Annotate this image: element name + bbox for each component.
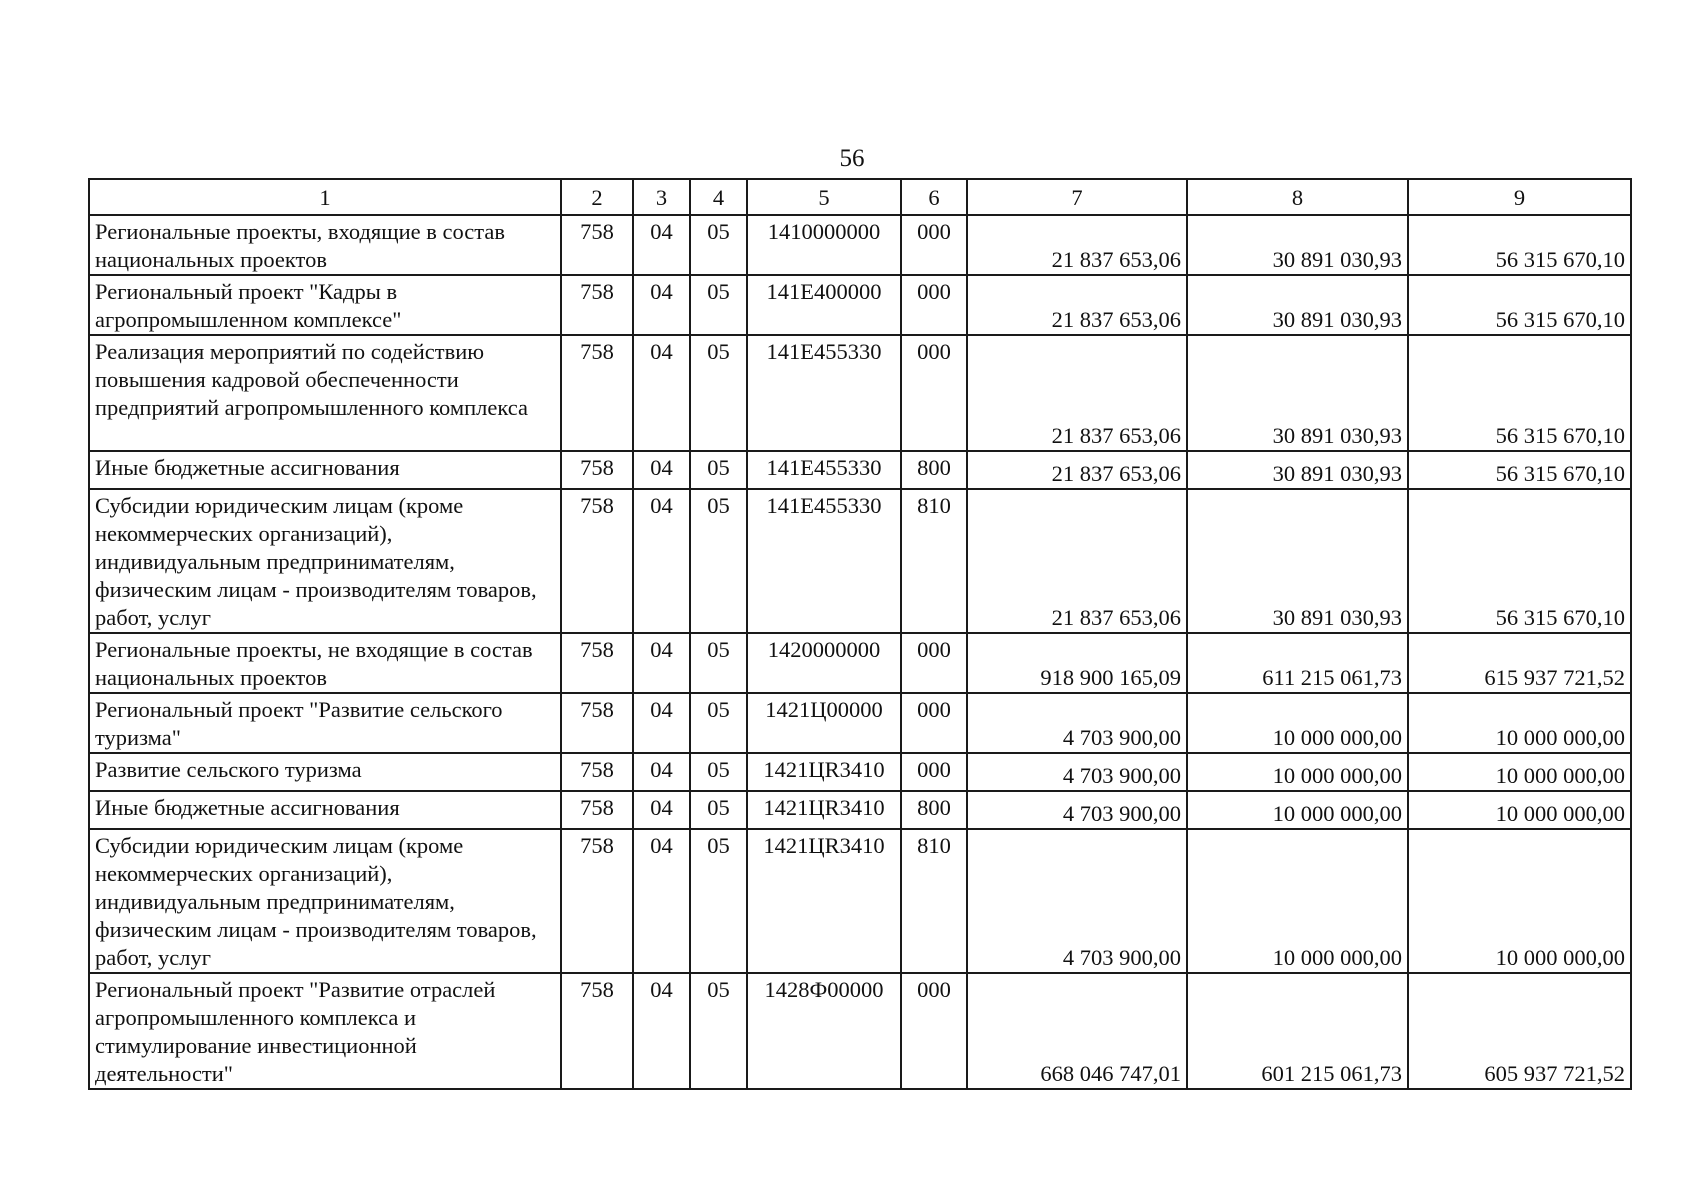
amount-cell: 615 937 721,52: [1408, 633, 1631, 693]
code-cell: 000: [901, 275, 967, 335]
row-name: Иные бюджетные ассигнования: [89, 451, 561, 489]
header-cell: 6: [901, 179, 967, 215]
code-cell: 05: [690, 753, 747, 791]
table-row: [89, 451, 1631, 489]
code-cell: 1421ЦR3410: [747, 829, 901, 973]
row-name: Реализация мероприятий по содействию повышения кадровой обеспеченности предприятий агропромышленного комплекса: [89, 335, 561, 451]
amount-cell: 30 891 030,93: [1187, 489, 1408, 633]
code-cell: 810: [901, 829, 967, 973]
code-cell: 141E455330: [747, 489, 901, 633]
code-cell: 141E455330: [747, 451, 901, 489]
code-cell: 000: [901, 973, 967, 1089]
code-cell: 05: [690, 275, 747, 335]
row-name: Региональный проект "Развитие сельского туризма": [89, 693, 561, 753]
amount-cell: 10 000 000,00: [1187, 753, 1408, 791]
amount-cell: 21 837 653,06: [967, 451, 1187, 489]
row-name: Субсидии юридическим лицам (кроме некоммерческих организаций), индивидуальным предпринимателям, физическим лицам - производителям товаров, работ, услуг: [89, 489, 561, 633]
code-cell: 04: [633, 753, 690, 791]
table-row: [89, 693, 1631, 753]
amount-cell: 56 315 670,10: [1408, 215, 1631, 275]
code-cell: 04: [633, 275, 690, 335]
code-cell: 05: [690, 451, 747, 489]
amount-cell: 4 703 900,00: [967, 753, 1187, 791]
amount-cell: 10 000 000,00: [1408, 753, 1631, 791]
code-cell: 04: [633, 633, 690, 693]
code-cell: 758: [561, 753, 633, 791]
header-cell: 5: [747, 179, 901, 215]
code-cell: 05: [690, 973, 747, 1089]
code-cell: 04: [633, 489, 690, 633]
amount-cell: 601 215 061,73: [1187, 973, 1408, 1089]
amount-cell: 30 891 030,93: [1187, 215, 1408, 275]
amount-cell: 10 000 000,00: [1187, 791, 1408, 829]
amount-cell: 4 703 900,00: [967, 791, 1187, 829]
code-cell: 000: [901, 693, 967, 753]
amount-cell: 56 315 670,10: [1408, 489, 1631, 633]
code-cell: 1421ЦR3410: [747, 753, 901, 791]
code-cell: 758: [561, 693, 633, 753]
code-cell: 04: [633, 335, 690, 451]
amount-cell: 668 046 747,01: [967, 973, 1187, 1089]
code-cell: 05: [690, 829, 747, 973]
row-name: Иные бюджетные ассигнования: [89, 791, 561, 829]
code-cell: 000: [901, 633, 967, 693]
code-cell: 810: [901, 489, 967, 633]
amount-cell: 10 000 000,00: [1408, 791, 1631, 829]
amount-cell: 4 703 900,00: [967, 693, 1187, 753]
code-cell: 04: [633, 451, 690, 489]
table-row: [89, 633, 1631, 693]
code-cell: 05: [690, 633, 747, 693]
header-row: [89, 179, 1631, 215]
code-cell: 758: [561, 275, 633, 335]
table-row: [89, 489, 1631, 633]
code-cell: 04: [633, 215, 690, 275]
code-cell: 05: [690, 791, 747, 829]
amount-cell: 10 000 000,00: [1187, 693, 1408, 753]
code-cell: 141E400000: [747, 275, 901, 335]
header-cell: 7: [967, 179, 1187, 215]
code-cell: 04: [633, 973, 690, 1089]
row-name: Региональный проект "Развитие отраслей агропромышленного комплекса и стимулирование инвестиционной деятельности": [89, 973, 561, 1089]
table-row: [89, 829, 1631, 973]
header-cell: 1: [89, 179, 561, 215]
header-cell: 9: [1408, 179, 1631, 215]
code-cell: 758: [561, 791, 633, 829]
row-name: Региональные проекты, входящие в состав национальных проектов: [89, 215, 561, 275]
amount-cell: 30 891 030,93: [1187, 451, 1408, 489]
row-name: Развитие сельского туризма: [89, 753, 561, 791]
row-name: Региональный проект "Кадры в агропромышленном комплексе": [89, 275, 561, 335]
code-cell: 05: [690, 335, 747, 451]
header-cell: 2: [561, 179, 633, 215]
code-cell: 1410000000: [747, 215, 901, 275]
amount-cell: 56 315 670,10: [1408, 275, 1631, 335]
code-cell: 000: [901, 215, 967, 275]
code-cell: 758: [561, 489, 633, 633]
amount-cell: 605 937 721,52: [1408, 973, 1631, 1089]
table-row: [89, 973, 1631, 1089]
table-row: [89, 275, 1631, 335]
amount-cell: 4 703 900,00: [967, 829, 1187, 973]
code-cell: 000: [901, 753, 967, 791]
code-cell: 05: [690, 693, 747, 753]
amount-cell: 611 215 061,73: [1187, 633, 1408, 693]
code-cell: 800: [901, 451, 967, 489]
code-cell: 1428Ф00000: [747, 973, 901, 1089]
amount-cell: 30 891 030,93: [1187, 275, 1408, 335]
table-row: [89, 215, 1631, 275]
code-cell: 141E455330: [747, 335, 901, 451]
code-cell: 758: [561, 973, 633, 1089]
code-cell: 04: [633, 693, 690, 753]
amount-cell: 21 837 653,06: [967, 215, 1187, 275]
table-row: [89, 335, 1631, 451]
amount-cell: 918 900 165,09: [967, 633, 1187, 693]
amount-cell: 30 891 030,93: [1187, 335, 1408, 451]
code-cell: 758: [561, 829, 633, 973]
row-name: Региональные проекты, не входящие в состав национальных проектов: [89, 633, 561, 693]
amount-cell: 21 837 653,06: [967, 489, 1187, 633]
table-row: [89, 791, 1631, 829]
table-row: [89, 753, 1631, 791]
amount-cell: 21 837 653,06: [967, 275, 1187, 335]
page-number: 56: [839, 145, 865, 172]
amount-cell: 10 000 000,00: [1408, 693, 1631, 753]
code-cell: 04: [633, 791, 690, 829]
code-cell: 05: [690, 215, 747, 275]
budget-table: [88, 178, 1632, 1090]
code-cell: 1421ЦR3410: [747, 791, 901, 829]
amount-cell: 56 315 670,10: [1408, 335, 1631, 451]
code-cell: 758: [561, 451, 633, 489]
row-name: Субсидии юридическим лицам (кроме некоммерческих организаций), индивидуальным предпринимателям, физическим лицам - производителям товаров, работ, услуг: [89, 829, 561, 973]
code-cell: 1420000000: [747, 633, 901, 693]
header-cell: 8: [1187, 179, 1408, 215]
code-cell: 758: [561, 335, 633, 451]
header-cell: 3: [633, 179, 690, 215]
code-cell: 758: [561, 215, 633, 275]
code-cell: 000: [901, 335, 967, 451]
amount-cell: 21 837 653,06: [967, 335, 1187, 451]
header-cell: 4: [690, 179, 747, 215]
amount-cell: 10 000 000,00: [1408, 829, 1631, 973]
code-cell: 800: [901, 791, 967, 829]
code-cell: 1421Ц00000: [747, 693, 901, 753]
code-cell: 758: [561, 633, 633, 693]
code-cell: 04: [633, 829, 690, 973]
amount-cell: 56 315 670,10: [1408, 451, 1631, 489]
amount-cell: 10 000 000,00: [1187, 829, 1408, 973]
code-cell: 05: [690, 489, 747, 633]
